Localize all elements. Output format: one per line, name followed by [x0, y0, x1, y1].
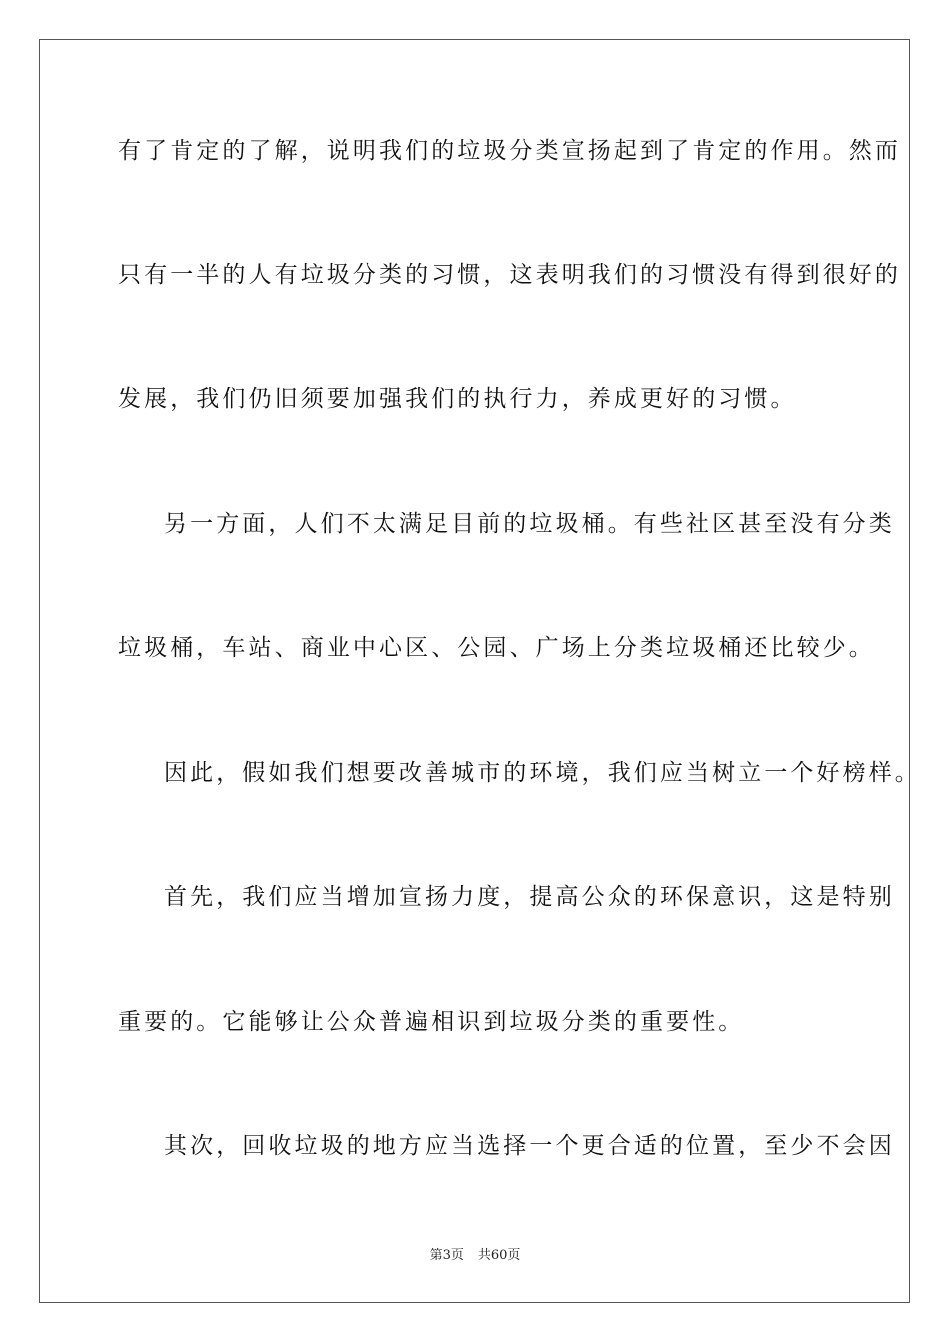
body-text-line-2: 只有一半的人有垃圾分类的习惯，这表明我们的习惯没有得到很好的	[118, 262, 901, 288]
body-text-line-5: 垃圾桶，车站、商业中心区、公园、广场上分类垃圾桶还比较少。	[118, 635, 875, 661]
body-text-line-8: 重要的。它能够让公众普遍相识到垃圾分类的重要性。	[118, 1009, 745, 1035]
body-text-line-6: 因此，假如我们想要改善城市的环境，我们应当树立一个好榜样。	[164, 760, 921, 786]
page-number: 第3页	[429, 1248, 464, 1263]
body-text-line-9: 其次，回收垃圾的地方应当选择一个更合适的位置，至少不会因	[164, 1133, 895, 1159]
total-pages: 共60页	[477, 1248, 521, 1263]
page-footer	[0, 1248, 950, 1264]
body-text-line-4: 另一方面，人们不太满足目前的垃圾桶。有些社区甚至没有分类	[164, 511, 895, 537]
page-border	[39, 39, 910, 1303]
body-text-line-1: 有了肯定的了解，说明我们的垃圾分类宣扬起到了肯定的作用。然而	[118, 138, 901, 164]
body-text-line-3: 发展，我们仍旧须要加强我们的执行力，养成更好的习惯。	[118, 386, 797, 412]
body-text-line-7: 首先，我们应当增加宣扬力度，提高公众的环保意识，这是特别	[164, 884, 895, 910]
